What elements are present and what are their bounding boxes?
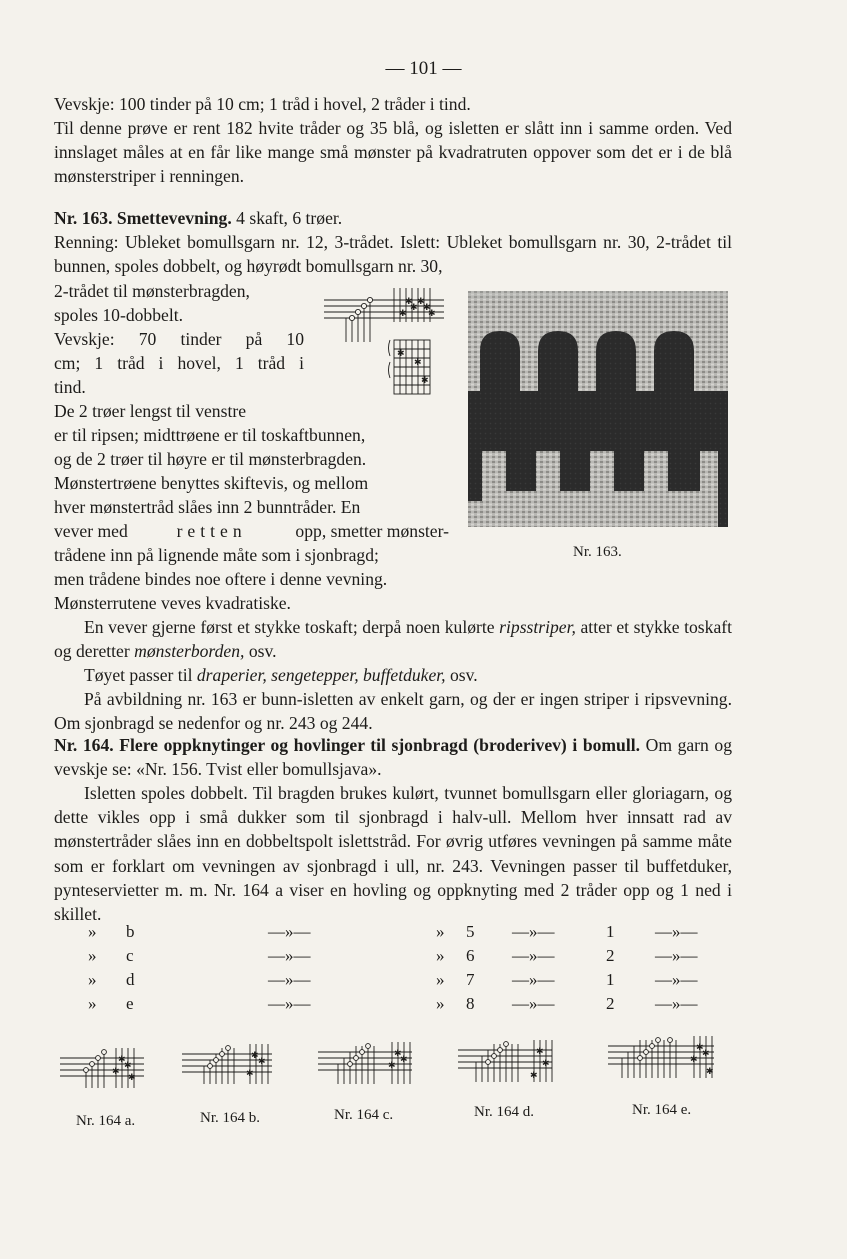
svg-text:✱: ✱ [428, 309, 436, 319]
paragraph-avbildning: På avbildning nr. 163 er bunn-isletten av enkelt garn, og der er ingen striper i ripsvevning. Om sjonbragd se nedenfor og nr. 243 og 244. [54, 689, 732, 734]
weave-draft-163 [320, 282, 450, 402]
svg-text:✱: ✱ [414, 358, 422, 368]
heading-number: Nr. 164. [54, 735, 114, 755]
svg-text:✱: ✱ [112, 1067, 120, 1077]
ditto-mark: » [436, 994, 445, 1013]
row-number: 5 [466, 922, 475, 941]
ditto-mark: » [436, 946, 445, 965]
ditto-mark: » [436, 922, 445, 941]
renning-text: Renning: Ubleket bomullsgarn nr. 12, 3-trådet. Islett: Ubleket bomullsgarn nr. 30, 2-trådet til bunnen, spoles dobbelt, og høyrødt bomullsgarn nr. 30, [54, 232, 732, 277]
page-number: — 101 — [385, 58, 462, 79]
text-span: Tøyet passer til [84, 665, 193, 685]
ditto-mark: —»— [655, 946, 698, 965]
ditto-mark: » [88, 970, 97, 989]
narrow-line [54, 519, 449, 543]
weave-draft-164b [180, 1040, 276, 1088]
weave-draft-164e [606, 1032, 718, 1082]
narrow-line: men trådene bindes noe oftere i denne vevning. [54, 569, 388, 589]
heading-nr163 [54, 206, 732, 230]
heading-title: Smettevevning. [116, 208, 232, 228]
ditto-mark: —»— [268, 922, 311, 941]
svg-text:✱: ✱ [397, 349, 405, 359]
ditto-mark: » [88, 994, 97, 1013]
caption-164a: Nr. 164 a. [76, 1113, 136, 1129]
narrow-line: Vevskje: 70 tinder på 10 [54, 329, 304, 349]
heading-nr164 [54, 733, 732, 781]
caption-163: Nr. 163. [573, 544, 622, 560]
svg-text:✱: ✱ [536, 1047, 544, 1057]
row-number: 8 [466, 994, 475, 1013]
row-number: 7 [466, 970, 475, 989]
svg-text:✱: ✱ [542, 1059, 550, 1069]
fabric-photo-163 [468, 291, 728, 527]
text-span: opp, smetter mønster- [295, 521, 449, 541]
narrow-line: hver mønstertråd slåes inn 2 bunntråder. En [54, 497, 361, 517]
narrow-line: Mønstertrøene benyttes skiftevis, og mellom [54, 473, 369, 493]
row-letter: b [126, 922, 135, 941]
italic-term: draperier, sengetepper, buffetduker, [196, 665, 446, 685]
spaced-word: retten [176, 521, 247, 541]
caption-164d: Nr. 164 d. [474, 1104, 534, 1120]
svg-text:✱: ✱ [394, 1049, 402, 1059]
intro-line-1: Vevskje: 100 tinder på 10 cm; 1 tråd i hovel, 2 tråder i tind. [54, 94, 471, 114]
heading-rest: Om garn og vevskje se: «Nr. 156. Tvist eller bomullsjava». [54, 735, 732, 780]
svg-text:✱: ✱ [246, 1069, 254, 1079]
text-span: En vever gjerne først et stykke toskaft; derpå noen kulørte [84, 617, 495, 637]
svg-text:✱: ✱ [702, 1049, 710, 1059]
row-letter: d [126, 970, 135, 989]
svg-text:✱: ✱ [124, 1061, 132, 1071]
svg-text:✱: ✱ [417, 297, 425, 307]
ditto-mark: —»— [268, 970, 311, 989]
ditto-mark: » [88, 946, 97, 965]
nr164-body: Isletten spoles dobbelt. Til bragden brukes kulørt, tvunnet bomullsgarn eller gloriagarn, og dette vikles opp i små dukker som til sjonbragd i halv-ull. Mellom hver innsatt rad av mønstertråder slåes inn en dobbeltspolt islettstråd. For øvrig utføres vevningen på samme måte som er forklart om vevningen av sjonbragd i ull, nr. 243. Vevningen passer til buffetduker, pynteservietter m. m. Nr. 164 a viser en hovling og oppknyting med 2 tråder opp og 1 ned i skillet. [54, 783, 732, 925]
ditto-mark: —»— [512, 946, 555, 965]
row-value: 1 [606, 970, 615, 989]
svg-text:✱: ✱ [530, 1071, 538, 1081]
narrow-line: trådene inn på lignende måte som i sjonbragd; [54, 545, 379, 565]
paragraph-toyet [54, 663, 732, 687]
row-value: 1 [606, 922, 615, 941]
svg-text:✱: ✱ [399, 309, 407, 319]
svg-text:✱: ✱ [258, 1057, 266, 1067]
ditto-mark: » [88, 922, 97, 941]
svg-text:✱: ✱ [421, 376, 429, 386]
row-letter: c [126, 946, 134, 965]
row-value: 2 [606, 994, 615, 1013]
text-span: osv. [248, 641, 277, 662]
svg-text:✱: ✱ [690, 1055, 698, 1065]
svg-text:✱: ✱ [696, 1043, 704, 1053]
svg-text:✱: ✱ [251, 1051, 259, 1061]
intro-paragraph: Til denne prøve er rent 182 hvite tråder og 35 blå, og isletten er slått inn i samme orden. Ved innslaget måles at en får like mange små mønster på kvadratruten oppover som det er i de blå mønsterstriper i renningen. [54, 118, 732, 187]
svg-text:✱: ✱ [423, 303, 431, 313]
ditto-mark: —»— [655, 970, 698, 989]
svg-text:✱: ✱ [400, 1055, 408, 1065]
svg-text:✱: ✱ [388, 1061, 396, 1071]
narrow-line: 2-trådet til mønsterbragden, [54, 281, 250, 301]
text-span: vever med [54, 521, 128, 541]
narrow-line: cm; 1 tråd i hovel, 1 tråd i [54, 353, 304, 373]
narrow-line: tind. [54, 377, 86, 397]
ditto-mark: » [436, 970, 445, 989]
paragraph-ripsstriper [54, 615, 732, 663]
svg-text:✱: ✱ [128, 1073, 136, 1083]
text-span: osv. [450, 665, 478, 685]
heading-title: Flere oppknytinger og hovlinger til sjonbragd (broderivev) i bomull. [119, 735, 641, 755]
row-letter: e [126, 994, 134, 1013]
ditto-mark: —»— [655, 922, 698, 941]
row-number: 6 [466, 946, 475, 965]
weave-draft-164c [316, 1038, 416, 1088]
row-value: 2 [606, 946, 615, 965]
svg-text:✱: ✱ [118, 1055, 126, 1065]
ditto-mark: —»— [268, 946, 311, 965]
ditto-mark: —»— [512, 922, 555, 941]
ditto-mark: —»— [268, 994, 311, 1013]
weave-draft-164a [58, 1044, 146, 1092]
narrow-line: og de 2 trøer til høyre er til mønsterbragden. [54, 449, 367, 469]
svg-text:✱: ✱ [405, 297, 413, 307]
narrow-line: Mønsterrutene veves kvadratiske. [54, 593, 291, 613]
caption-164e: Nr. 164 e. [632, 1102, 692, 1118]
narrow-line: De 2 trøer lengst til venstre [54, 401, 247, 421]
caption-164b: Nr. 164 b. [200, 1110, 260, 1126]
heading-rest: 4 skaft, 6 trøer. [236, 208, 343, 228]
weave-draft-164d [456, 1036, 556, 1086]
ditto-mark: —»— [655, 994, 698, 1013]
ditto-mark: —»— [512, 970, 555, 989]
italic-term: mønsterborden, [134, 641, 245, 662]
text-span: atter et stykke toskaft og deretter [54, 617, 733, 662]
caption-164c: Nr. 164 c. [334, 1107, 394, 1123]
heading-number: Nr. 163. [54, 208, 113, 228]
ditto-mark: —»— [512, 994, 555, 1013]
svg-text:✱: ✱ [706, 1067, 714, 1077]
narrow-line: er til ripsen; midttrøene er til toskaftbunnen, [54, 425, 366, 445]
italic-term: ripsstriper, [499, 617, 576, 637]
svg-text:✱: ✱ [410, 303, 418, 313]
narrow-line: spoles 10-dobbelt. [54, 305, 184, 325]
